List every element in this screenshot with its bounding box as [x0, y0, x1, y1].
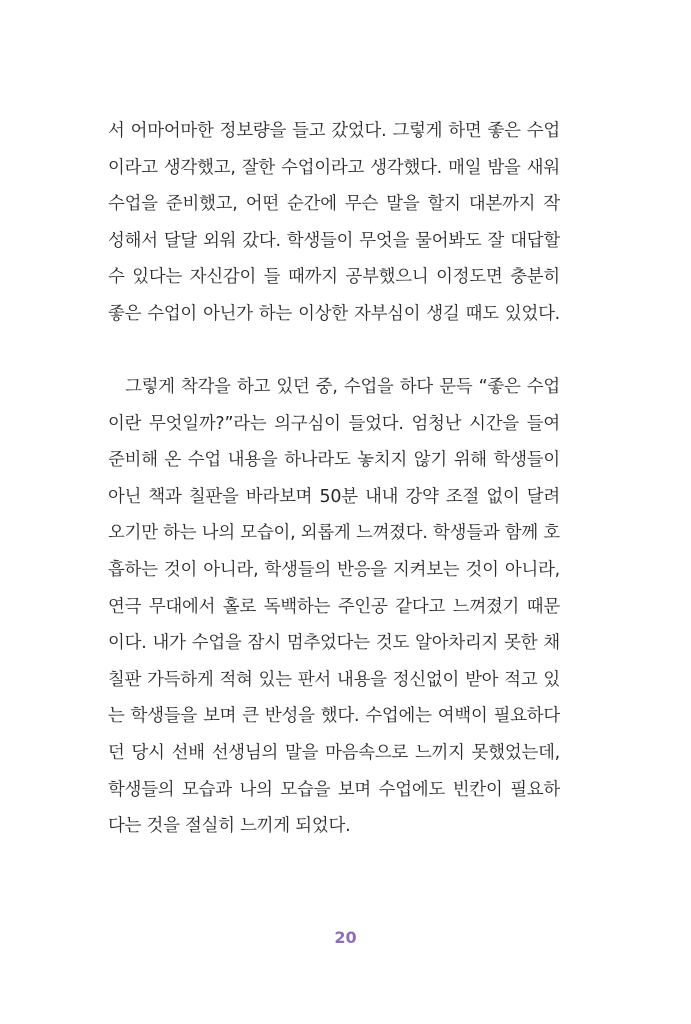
- text-line: 오기만 하는 나의 모습이, 외롭게 느껴졌다. 학생들과 함께 호: [108, 523, 560, 544]
- text-line: 칠판 가득하게 적혀 있는 판서 내용을 정신없이 받아 적고 있: [108, 669, 560, 690]
- text-line: 서 어마어마한 정보량을 들고 갔었다. 그렇게 하면 좋은 수업: [108, 121, 560, 141]
- text-line: 수 있다는 자신감이 들 때까지 공부했으니 이정도면 충분히: [108, 267, 560, 288]
- text-line: 이라고 생각했고, 잘한 수업이라고 생각했다. 매일 밤을 새워: [108, 157, 560, 178]
- text-line: 흡하는 것이 아니라, 학생들의 반응을 지켜보는 것이 아니라,: [108, 559, 560, 580]
- text-line: 이란 무엇일까?”라는 의구심이 들었다. 엄청난 시간을 들여: [108, 413, 560, 434]
- text-line: 는 학생들을 보며 큰 반성을 했다. 수업에는 여백이 필요하다: [108, 706, 560, 727]
- paragraph-2: [108, 369, 560, 845]
- text-line: 다는 것을 절실히 느끼게 되었다.: [108, 816, 351, 837]
- text-line: 성해서 달달 외워 갔다. 학생들이 무엇을 물어봐도 잘 대답할: [108, 230, 560, 251]
- text-line: 연극 무대에서 홀로 독백하는 주인공 같다고 느껴졌기 때문: [108, 596, 560, 617]
- text-line: 던 당시 선배 선생님의 말을 마음속으로 느끼지 못했었는데,: [108, 742, 560, 763]
- page-number: 20: [334, 928, 357, 947]
- text-line: 이다. 내가 수업을 잠시 멈추었다는 것도 알아차리지 못한 채: [108, 633, 560, 654]
- paragraph-1: [108, 113, 560, 333]
- text-line: 그렇게 착각을 하고 있던 중, 수업을 하다 문득 “좋은 수업: [125, 377, 560, 397]
- text-line: 수업을 준비했고, 어떤 순간에 무슨 말을 할지 대본까지 작: [108, 194, 560, 215]
- text-line: 좋은 수업이 아닌가 하는 이상한 자부심이 생길 때도 있었다.: [108, 303, 560, 324]
- text-line: 준비해 온 수업 내용을 하나라도 놓치지 않기 위해 학생들이: [108, 450, 560, 471]
- text-line: 학생들의 모습과 나의 모습을 보며 수업에도 빈칸이 필요하: [108, 779, 560, 800]
- text-line: 아닌 책과 칠판을 바라보며 50분 내내 강약 조절 없이 달려: [108, 486, 560, 507]
